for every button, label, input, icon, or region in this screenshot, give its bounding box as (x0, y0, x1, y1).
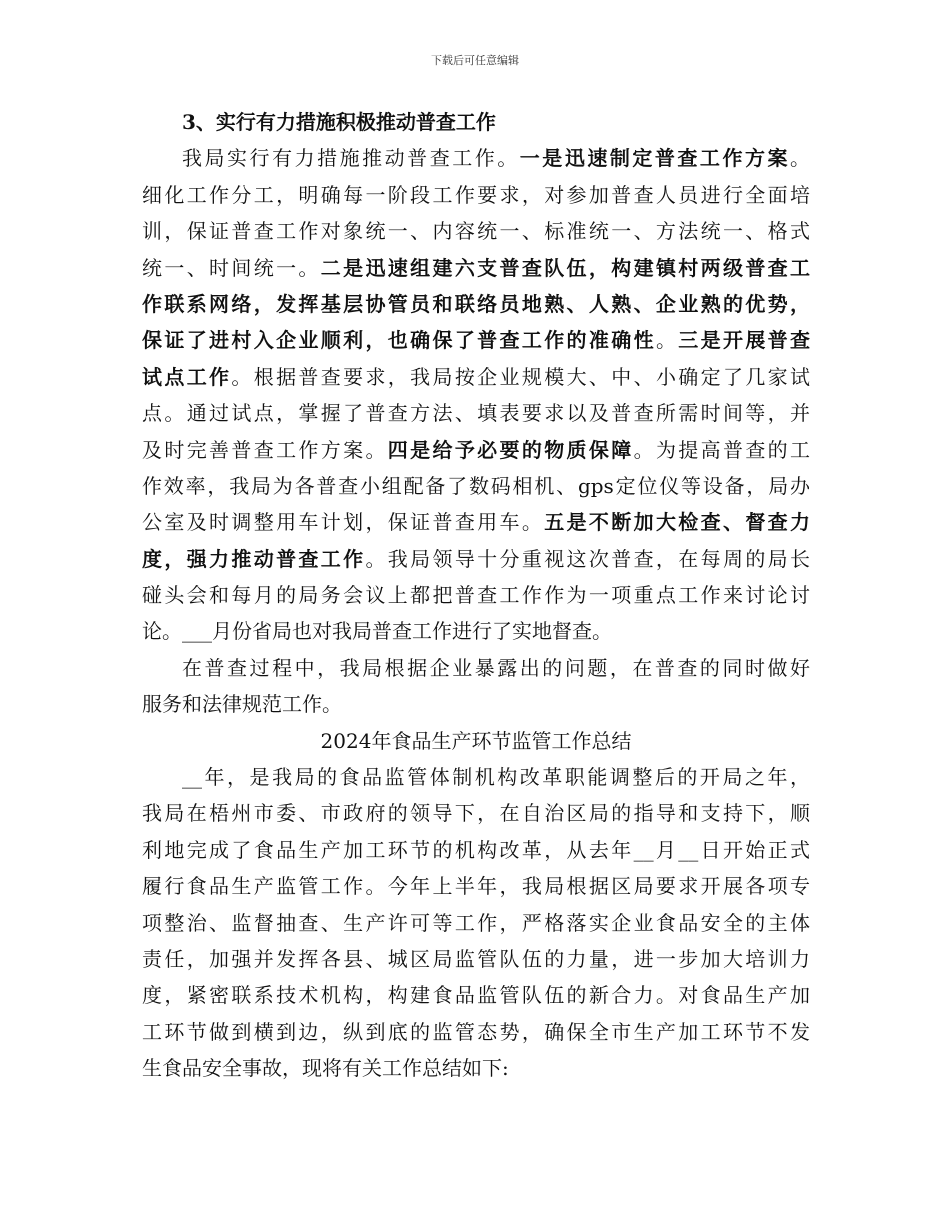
text-run: 统一、时间统一。 (142, 255, 321, 280)
document-body (142, 104, 810, 1087)
text-line: __年，是我局的食品监管体制机构改革职能调整后的开局之年， (182, 765, 810, 790)
section-paragraph (142, 140, 810, 649)
text-line: 责任，加强并发挥各县、城区局监管队伍的力量，进一步加大培训力 (142, 946, 810, 971)
text-line (142, 395, 810, 431)
section-heading: 3、实行有力措施积极推动普查工作 (182, 110, 496, 134)
text-line (142, 359, 810, 395)
text-line: 利地完成了食品生产加工环节的机构改革，从去年__月__日开始正式 (142, 837, 810, 862)
text-line (142, 541, 810, 577)
text-run: 细化工作分工，明确每一阶段工作要求，对参加普查人员进行全面培 (142, 182, 810, 207)
text-run: 。 (655, 328, 679, 353)
text-line (142, 504, 810, 540)
bold-text-run: 作联系网络，发挥基层协管员和联络员地熟、人熟、企业熟的优势， (142, 291, 810, 316)
text-line: 在普查过程中，我局根据企业暴露出的问题，在普查的同时做好 (182, 655, 810, 680)
bold-text-run: 三是开展普查 (678, 328, 811, 353)
text-run: 论。___月份省局也对我局普查工作进行了实地督查。 (142, 619, 612, 644)
text-line: 我局在梧州市委、市政府的领导下，在自治区局的指导和支持下，顺 (142, 801, 810, 826)
text-run: 训，保证普查工作对象统一、内容统一、标准统一、方法统一、格式 (142, 219, 810, 244)
text-run: 。我局领导十分重视这次普查，在每周的局长 (365, 546, 811, 571)
text-line (142, 177, 810, 213)
text-line (142, 213, 810, 249)
text-run: 。根据普查要求，我局按企业规模大、中、小确定了几家试 (231, 364, 811, 389)
document-title: 2024年食品生产环节监管工作总结 (320, 728, 632, 753)
text-run: 。为提高普查的工 (633, 437, 811, 462)
text-line (142, 577, 810, 613)
page-header: 下载后可任意编辑 (431, 54, 519, 67)
text-run: 作效率，我局为各普查小组配备了数码相机、gps定位仪等设备，局办 (142, 473, 810, 498)
section-paragraph-2 (142, 650, 810, 723)
text-line (142, 613, 810, 649)
text-run: 。 (790, 146, 811, 171)
text-line: 工环节做到横到边，纵到底的监管态势，确保全市生产加工环节不发 (142, 1019, 810, 1044)
text-line (142, 468, 810, 504)
text-line: 履行食品生产监管工作。今年上半年，我局根据区局要求开展各项专 (142, 874, 810, 899)
text-line (142, 322, 810, 358)
bold-text-run: 度，强力推动普查工作 (142, 546, 366, 571)
text-line: 项整治、监督抽查、生产许可等工作，严格落实企业食品安全的主体 (142, 910, 810, 935)
text-line: 服务和法律规范工作。 (142, 692, 342, 717)
text-line (142, 140, 810, 176)
text-run: 及时完善普查工作方案。 (142, 437, 388, 462)
text-run: 点。通过试点，掌握了普查方法、填表要求以及普查所需时间等，并 (142, 401, 810, 426)
text-line: 度，紧密联系技术机构，构建食品监管队伍的新合力。对食品生产加 (142, 983, 810, 1008)
bold-text-run: 一是迅速制定普查工作方案 (519, 146, 791, 171)
document-paragraph (142, 759, 810, 1087)
bold-text-run: 试点工作 (142, 364, 232, 389)
text-run: 公室及时调整用车计划，保证普查用车。 (142, 510, 545, 535)
bold-text-run: 四是给予必要的物质保障 (387, 437, 634, 462)
bold-text-run: 五是不断加大检查、督查力 (544, 510, 811, 535)
bold-text-run: 保证了进村入企业顺利，也确保了普查工作的准确性 (142, 328, 656, 353)
text-run: 我局实行有力措施推动普查工作。 (182, 146, 520, 171)
text-line (142, 250, 810, 286)
text-run: 碰头会和每月的局务会议上都把普查工作作为一项重点工作来讨论讨 (142, 583, 810, 608)
text-line (142, 286, 810, 322)
text-line (142, 432, 810, 468)
bold-text-run: 二是迅速组建六支普查队伍，构建镇村两级普查工 (320, 255, 811, 280)
text-line: 生食品安全事故，现将有关工作总结如下: (142, 1056, 509, 1081)
